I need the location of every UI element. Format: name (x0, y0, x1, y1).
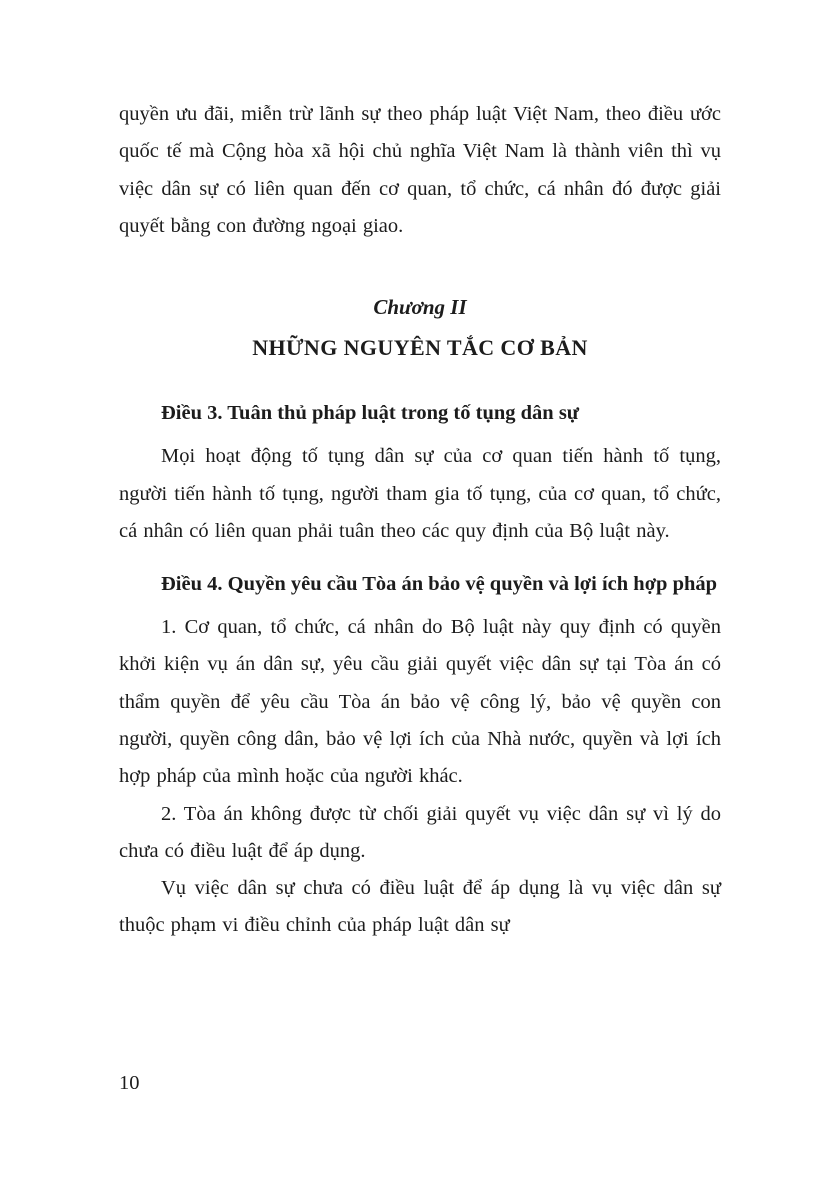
continuation-paragraph: quyền ưu đãi, miễn trừ lãnh sự theo pháp luật Việt Nam, theo điều ước quốc tế mà Cộng hòa xã hội chủ nghĩa Việt Nam là thành viên thì vụ việc dân sự có liên quan đến cơ quan, tổ chức, cá nhân đó được giải quyết bằng con đường ngoại giao. (119, 103, 721, 237)
article-heading-dieu-3: Điều 3. Tuân thủ pháp luật trong tố tụng dân sự (161, 402, 580, 425)
page-number: 10 (119, 1072, 140, 1094)
article-heading-dieu-4: Điều 4. Quyền yêu cầu Tòa án bảo vệ quyền và lợi ích hợp pháp (161, 573, 718, 596)
chapter-title: NHỮNG NGUYÊN TẮC CƠ BẢN (252, 334, 588, 360)
article-paragraph: Mọi hoạt động tố tụng dân sự của cơ quan tiến hành tố tụng, người tiến hành tố tụng, người tham gia tố tụng, của cơ quan, tổ chức, cá nhân có liên quan phải tuân theo các quy định của Bộ luật này. (119, 445, 721, 542)
article-paragraph: Vụ việc dân sự chưa có điều luật để áp dụng là vụ việc dân sự thuộc phạm vi điều chỉnh của pháp luật dân sự (119, 877, 721, 937)
article-paragraph: 2. Tòa án không được từ chối giải quyết vụ việc dân sự vì lý do chưa có điều luật để áp dụng. (119, 802, 721, 862)
page-body (119, 96, 721, 945)
chapter-label: Chương II (373, 295, 467, 320)
article-paragraph: 1. Cơ quan, tổ chức, cá nhân do Bộ luật này quy định có quyền khởi kiện vụ án dân sự, yêu cầu giải quyết việc dân sự tại Tòa án có thẩm quyền để yêu cầu Tòa án bảo vệ công lý, bảo vệ quyền con người, quyền công dân, bảo vệ lợi ích của Nhà nước, quyền và lợi ích hợp pháp của mình hoặc của người khác. (119, 616, 721, 788)
